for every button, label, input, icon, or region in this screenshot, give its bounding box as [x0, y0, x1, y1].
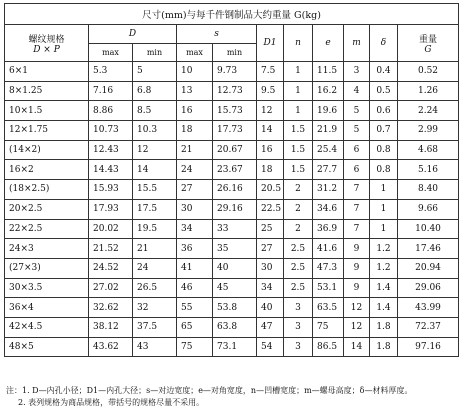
table-cell: 1.4 — [370, 278, 398, 298]
table-cell: 16 — [177, 101, 213, 121]
table-cell: 32.62 — [89, 298, 133, 318]
table-cell: 5.16 — [398, 160, 459, 180]
table-cell: 18 — [177, 121, 213, 141]
table-cell: 0.8 — [370, 160, 398, 180]
table-cell: 40 — [257, 298, 284, 318]
table-cell: 0.7 — [370, 121, 398, 141]
table-cell: 7 — [344, 199, 370, 219]
header-m: m — [344, 25, 370, 62]
table-cell: 10×1.5 — [5, 101, 89, 121]
table-row — [5, 62, 459, 82]
table-cell: 16×2 — [5, 160, 89, 180]
table-cell: 2 — [284, 180, 313, 200]
table-cell: 12 — [257, 101, 284, 121]
header-s-min: min — [213, 44, 257, 62]
table-cell: 25.4 — [313, 140, 344, 160]
table-row — [5, 219, 459, 239]
table-cell: 63.5 — [313, 298, 344, 318]
table-cell: 1.4 — [370, 298, 398, 318]
table-cell: 2.99 — [398, 121, 459, 141]
table-cell: 20.5 — [257, 180, 284, 200]
table-cell: 8×1.25 — [5, 81, 89, 101]
table-cell: 12 — [344, 298, 370, 318]
table-cell: 12 — [133, 140, 177, 160]
table-cell: 24×3 — [5, 239, 89, 259]
table-row — [5, 199, 459, 219]
table-cell: 9.66 — [398, 199, 459, 219]
table-cell: 4 — [344, 81, 370, 101]
table-cell: 43 — [133, 337, 177, 357]
table-cell: 24.52 — [89, 258, 133, 278]
table-cell: 1.26 — [398, 81, 459, 101]
table-cell: 18 — [257, 160, 284, 180]
table-cell: 5 — [344, 101, 370, 121]
table-cell: 1 — [284, 101, 313, 121]
table-cell: 2.5 — [284, 258, 313, 278]
table-cell: 30 — [177, 199, 213, 219]
table-cell: 45 — [213, 278, 257, 298]
table-cell: 14 — [257, 121, 284, 141]
table-cell: 15.73 — [213, 101, 257, 121]
table-cell: 17.5 — [133, 199, 177, 219]
table-cell: 43.99 — [398, 298, 459, 318]
table-cell: 86.5 — [313, 337, 344, 357]
table-cell: 33 — [213, 219, 257, 239]
table-cell: 9.5 — [257, 81, 284, 101]
table-cell: 6.8 — [133, 81, 177, 101]
table-cell: 14 — [133, 160, 177, 180]
table-cell: 8.86 — [89, 101, 133, 121]
table-cell: 7.5 — [257, 62, 284, 82]
table-row — [5, 140, 459, 160]
table-cell: 0.6 — [370, 101, 398, 121]
header-spec — [5, 25, 89, 62]
table-cell: 6 — [344, 160, 370, 180]
table-cell: 1 — [284, 81, 313, 101]
header-weight-line1: 重量 — [419, 34, 438, 45]
table-cell: 72.37 — [398, 317, 459, 337]
table-cell: 12.43 — [89, 140, 133, 160]
table-cell: 0.8 — [370, 140, 398, 160]
table-cell: 5 — [344, 121, 370, 141]
table-cell: 15.5 — [133, 180, 177, 200]
table-cell: 19.6 — [313, 101, 344, 121]
table-cell: 12×1.75 — [5, 121, 89, 141]
table-cell: 53.1 — [313, 278, 344, 298]
header-s-max: max — [177, 44, 213, 62]
table-cell: 3 — [344, 62, 370, 82]
header-spec-line1: 螺纹规格 — [28, 34, 65, 45]
table-cell: 97.16 — [398, 337, 459, 357]
table-cell: 21.9 — [313, 121, 344, 141]
table-cell: 26.16 — [213, 180, 257, 200]
table-row — [5, 239, 459, 259]
table-cell: 42×4.5 — [5, 317, 89, 337]
table-cell: 12 — [344, 317, 370, 337]
table-cell: 36.9 — [313, 219, 344, 239]
table-cell: 1.5 — [284, 140, 313, 160]
table-cell: 2 — [284, 219, 313, 239]
table-cell: 9 — [344, 278, 370, 298]
header-weight — [398, 25, 459, 62]
table-cell: 20.02 — [89, 219, 133, 239]
table-row — [5, 101, 459, 121]
table-container — [4, 3, 458, 357]
header-D-max: max — [89, 44, 133, 62]
table-row — [5, 160, 459, 180]
table-cell: 46 — [177, 278, 213, 298]
table-row — [5, 337, 459, 357]
table-cell: 9 — [344, 239, 370, 259]
table-cell: (14×2) — [5, 140, 89, 160]
table-cell: 20×2.5 — [5, 199, 89, 219]
table-cell: 23.67 — [213, 160, 257, 180]
table-cell: 27 — [177, 180, 213, 200]
table-cell: 31.2 — [313, 180, 344, 200]
table-cell: 1.2 — [370, 258, 398, 278]
table-cell: 15.93 — [89, 180, 133, 200]
table-cell: 9 — [344, 258, 370, 278]
table-row — [5, 81, 459, 101]
table-cell: 27.7 — [313, 160, 344, 180]
table-row — [5, 180, 459, 200]
table-cell: 16 — [257, 140, 284, 160]
table-cell: 47.3 — [313, 258, 344, 278]
table-cell: 10 — [177, 62, 213, 82]
table-cell: 32 — [133, 298, 177, 318]
table-cell: 63.8 — [213, 317, 257, 337]
header-delta: δ — [370, 25, 398, 62]
table-cell: 19.5 — [133, 219, 177, 239]
table-cell: 1 — [370, 219, 398, 239]
header-n: n — [284, 25, 313, 62]
table-cell: 41.6 — [313, 239, 344, 259]
table-cell: 54 — [257, 337, 284, 357]
table-cell: 17.73 — [213, 121, 257, 141]
table-cell: 27 — [257, 239, 284, 259]
table-cell: 6 — [344, 140, 370, 160]
table-notes — [6, 385, 458, 409]
table-cell: 21 — [177, 140, 213, 160]
table-cell: 10.73 — [89, 121, 133, 141]
table-cell: 73.1 — [213, 337, 257, 357]
table-cell: 20.94 — [398, 258, 459, 278]
table-cell: 14 — [344, 337, 370, 357]
table-row — [5, 278, 459, 298]
header-s: s — [177, 25, 257, 44]
table-cell: 38.12 — [89, 317, 133, 337]
table-cell: 40 — [213, 258, 257, 278]
table-cell: 5 — [133, 62, 177, 82]
header-D: D — [89, 25, 177, 44]
table-cell: 3 — [284, 317, 313, 337]
table-cell: 48×5 — [5, 337, 89, 357]
table-row — [5, 317, 459, 337]
table-cell: 30 — [257, 258, 284, 278]
header-D-min: min — [133, 44, 177, 62]
table-cell: 75 — [177, 337, 213, 357]
table-cell: 29.16 — [213, 199, 257, 219]
table-cell: 13 — [177, 81, 213, 101]
table-cell: 1 — [370, 180, 398, 200]
table-cell: 43.62 — [89, 337, 133, 357]
table-cell: 17.93 — [89, 199, 133, 219]
table-cell: 5.3 — [89, 62, 133, 82]
table-cell: 3 — [284, 337, 313, 357]
table-cell: 75 — [313, 317, 344, 337]
table-cell: 4.68 — [398, 140, 459, 160]
table-cell: 7.16 — [89, 81, 133, 101]
table-cell: 27.02 — [89, 278, 133, 298]
table-cell: 37.5 — [133, 317, 177, 337]
table-cell: 20.67 — [213, 140, 257, 160]
table-cell: 14.43 — [89, 160, 133, 180]
header-spec-line2: D × P — [33, 44, 60, 55]
table-cell: 8.5 — [133, 101, 177, 121]
table-cell: 8.40 — [398, 180, 459, 200]
table-cell: 1 — [370, 199, 398, 219]
table-cell: (18×2.5) — [5, 180, 89, 200]
table-cell: 22×2.5 — [5, 219, 89, 239]
table-cell: 55 — [177, 298, 213, 318]
table-cell: 16.2 — [313, 81, 344, 101]
table-cell: 41 — [177, 258, 213, 278]
table-cell: 10.40 — [398, 219, 459, 239]
table-cell: 3 — [284, 298, 313, 318]
table-cell: 47 — [257, 317, 284, 337]
table-cell: 12.73 — [213, 81, 257, 101]
table-body — [5, 62, 459, 357]
table-cell: 65 — [177, 317, 213, 337]
table-cell: 21.52 — [89, 239, 133, 259]
table-cell: 6×1 — [5, 62, 89, 82]
table-cell: 35 — [213, 239, 257, 259]
table-cell: 9.73 — [213, 62, 257, 82]
table-row — [5, 121, 459, 141]
table-row — [5, 258, 459, 278]
table-cell: 21 — [133, 239, 177, 259]
table-cell: 34 — [257, 278, 284, 298]
note-2: 2. 表列规格为商品规格，带括号的规格尽量不采用。 — [18, 398, 205, 407]
specification-table — [4, 3, 459, 357]
table-cell: 36×4 — [5, 298, 89, 318]
table-cell: 29.06 — [398, 278, 459, 298]
table-cell: 2.5 — [284, 239, 313, 259]
table-cell: 26.5 — [133, 278, 177, 298]
table-row — [5, 298, 459, 318]
table-cell: 22.5 — [257, 199, 284, 219]
table-cell: 7 — [344, 219, 370, 239]
table-cell: 1.2 — [370, 239, 398, 259]
table-cell: 17.46 — [398, 239, 459, 259]
table-cell: 11.5 — [313, 62, 344, 82]
table-cell: 30×3.5 — [5, 278, 89, 298]
table-cell: 0.4 — [370, 62, 398, 82]
table-cell: (27×3) — [5, 258, 89, 278]
table-cell: 0.52 — [398, 62, 459, 82]
table-cell: 34.6 — [313, 199, 344, 219]
table-cell: 1.8 — [370, 317, 398, 337]
table-cell: 36 — [177, 239, 213, 259]
table-cell: 2.24 — [398, 101, 459, 121]
table-cell: 34 — [177, 219, 213, 239]
table-cell: 24 — [177, 160, 213, 180]
table-cell: 25 — [257, 219, 284, 239]
note-1: 注：1. D—内孔小径；D1—内孔大径；s—对边宽度；e—对角宽度，n—凹槽宽度；m—螺母高度；δ—材料厚度。 — [6, 386, 413, 395]
header-D1: D1 — [257, 25, 284, 62]
table-cell: 2.5 — [284, 278, 313, 298]
table-cell: 2 — [284, 199, 313, 219]
table-cell: 1.5 — [284, 160, 313, 180]
table-cell: 53.8 — [213, 298, 257, 318]
table-cell: 1.5 — [284, 121, 313, 141]
table-cell: 24 — [133, 258, 177, 278]
table-cell: 1 — [284, 62, 313, 82]
table-cell: 0.5 — [370, 81, 398, 101]
table-cell: 7 — [344, 180, 370, 200]
table-cell: 10.3 — [133, 121, 177, 141]
table-cell: 1.8 — [370, 337, 398, 357]
table-title: 尺寸(mm)与每千件钢制品大约重量 G(kg) — [5, 4, 459, 25]
header-weight-line2: G — [424, 44, 432, 55]
header-e: e — [313, 25, 344, 62]
